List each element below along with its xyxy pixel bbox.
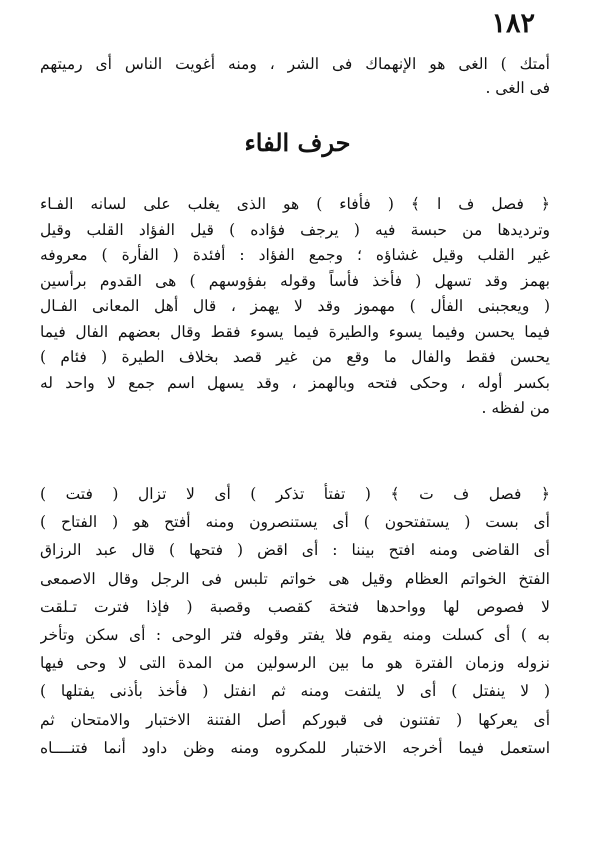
intro-paragraph	[40, 52, 550, 100]
text-line: نزوله وزمان الفترة هو ما بين الرسولين من المدة التى لا وحى فيها	[40, 654, 550, 673]
text-line: بهمز وقد تسهل ( فأخذ فأساً وقوله بفؤوسهم ) هى القدوم برأسين	[40, 271, 550, 290]
page-number: ١٨٢	[491, 8, 535, 39]
text-line: ( ويعجبنى الفأل ) مهموز وقد لا يهمز ، قال أهل المعانى الفـال	[40, 297, 550, 315]
text-line: ( لا ينفتل ) أى لا يلتفت ومنه ثم انفتل ( فأخذ بأذنى يفتلها )	[40, 682, 550, 701]
text-line: ﴿ فصل ف ت ﴾ ( تفتأ تذكر ) أى لا تزال ( فتت )	[40, 485, 550, 503]
text-line: لا فصوص لها وواحدها فتخة كقصب وقصبة ( فإذا فترت تـلقت	[40, 597, 550, 616]
section-fa-paragraph	[40, 192, 550, 422]
text-line: ﴿ فصل ف ا ﴾ ( فأفاء ) هو الذى يغلب على لسانه الفـاء	[40, 195, 550, 213]
text-line: فيما يحسن وفيما يسوء والطيرة فيما يسوء فقط وقال بعضهم الفال فيما	[40, 322, 550, 341]
text-line: وترديدها من حبسة فيه ( يرجف فؤاده ) قيل الفؤاد القلب وقيل	[40, 220, 550, 239]
text-line: غير القلب وقيل غشاؤه ؛ وجمع الفؤاد : أفئدة ( الفأرة ) معروفه	[40, 246, 550, 264]
text-line: به ) أى كسلت ومنه يقوم فلا يفتر وقوله فتر الوحى : أى سكن وتأخر	[40, 625, 550, 644]
text-line: فى الغى .	[485, 79, 550, 97]
section-heading: حرف الفاء	[244, 128, 351, 157]
text-line: من لفظه .	[481, 399, 550, 417]
text-line: يحسن فقط والفال ما وقع من غير قصد بخلاف الطيرة ( فئام )	[40, 348, 550, 366]
section-fat-paragraph	[40, 480, 550, 762]
text-line: أى يعركها ( تفتنون فى قبوركم أصل الفتنة الاختبار والامتحان ثم	[40, 710, 550, 729]
text-line: بكسر أوله ، وحكى فتحه وبالهمز ، وقد يسهل اسم جمع لا واحد له	[40, 373, 550, 392]
text-line: الفتخ الخواتم العظام وقيل هى خواتم تلبس فى الرجل وقال الاصمعى	[40, 569, 550, 588]
text-line: استعمل فيما أخرجه الاختبار للمكروه ومنه وظن داود أنما فتنــــاه	[40, 738, 550, 757]
text-line: أى القاضى ومنه افتح بيننا : أى اقض ( فتحها ) قال عبد الرزاق	[40, 541, 550, 560]
text-line: أى بست ( يستفتحون ) أى يستنصرون ومنه أفتح هو ( الفتاح )	[40, 513, 550, 532]
text-line: أمتك ) الغى هو الإنهماك فى الشر ، ومنه أغويت الناس أى رميتهم	[40, 55, 550, 73]
